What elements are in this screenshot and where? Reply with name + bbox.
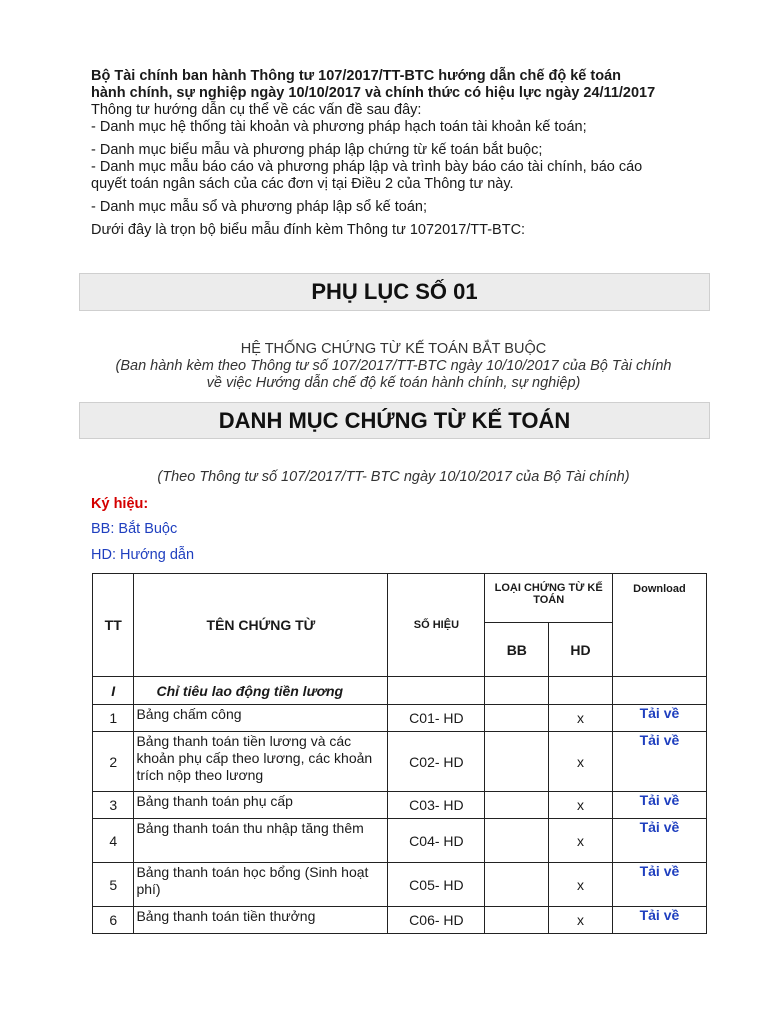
row-hd: x: [549, 792, 613, 819]
row-bb: [485, 863, 549, 907]
table-row: [93, 792, 707, 819]
section-name: Chỉ tiêu lao động tiền lương: [134, 677, 388, 705]
download-link[interactable]: Tải về: [612, 705, 706, 732]
download-link[interactable]: Tải về: [612, 863, 706, 907]
row-tt: 4: [93, 819, 134, 863]
intro-title-line2: hành chính, sự nghiệp ngày 10/10/2017 và chính thức có hiệu lực ngày 24/11/2017: [91, 85, 656, 101]
section-download: [612, 677, 706, 705]
legend-bb: BB: Bắt Buộc: [91, 521, 178, 537]
header-name: TÊN CHỨNG TỪ: [134, 574, 388, 677]
row-name: Bảng thanh toán tiền lương và các khoản phụ cấp theo lương, các khoản trích nộp theo lương: [134, 732, 388, 792]
row-hd: x: [549, 819, 613, 863]
section-hd: [549, 677, 613, 705]
row-tt: 1: [93, 705, 134, 732]
section-bb: [485, 677, 549, 705]
download-link[interactable]: Tải về: [612, 907, 706, 934]
row-name: Bảng thanh toán thu nhập tăng thêm: [134, 819, 388, 863]
intro-item-3-line1: - Danh mục mẫu báo cáo và phương pháp lập và trình bày báo cáo tài chính, báo cáo: [91, 159, 643, 175]
header-hd: HD: [549, 623, 613, 677]
legend-heading: Ký hiệu:: [91, 496, 149, 512]
row-name: Bảng thanh toán tiền thưởng: [134, 907, 388, 934]
header-type: LOẠI CHỨNG TỪ KẾ TOÁN: [485, 574, 612, 623]
intro-item-2: - Danh mục biểu mẫu và phương pháp lập chứng từ kế toán bắt buộc;: [91, 142, 543, 158]
download-link[interactable]: Tải về: [612, 819, 706, 863]
table-body: [93, 677, 707, 934]
intro-title-line1: Bộ Tài chính ban hành Thông tư 107/2017/TT-BTC hướng dẫn chế độ kế toán: [91, 68, 621, 84]
row-bb: [485, 732, 549, 792]
appendix-note: [79, 358, 708, 392]
document-table: [92, 573, 707, 934]
download-link[interactable]: Tải về: [612, 732, 706, 792]
intro-lead: Thông tư hướng dẫn cụ thể về các vấn đề sau đây:: [91, 102, 422, 118]
legend-hd: HD: Hướng dẫn: [91, 547, 195, 563]
row-bb: [485, 705, 549, 732]
row-hd: x: [549, 705, 613, 732]
section-code: [388, 677, 485, 705]
row-tt: 3: [93, 792, 134, 819]
intro-block: [91, 68, 711, 239]
catalog-title: DANH MỤC CHỨNG TỪ KẾ TOÁN: [79, 402, 710, 439]
row-code: C06- HD: [388, 907, 485, 934]
row-tt: 5: [93, 863, 134, 907]
row-code: C04- HD: [388, 819, 485, 863]
row-hd: x: [549, 907, 613, 934]
row-name: Bảng thanh toán học bổng (Sinh hoạt phí): [134, 863, 388, 907]
intro-closing: Dưới đây là trọn bộ biểu mẫu đính kèm Thông tư 1072017/TT-BTC:: [91, 222, 526, 238]
header-bb: BB: [485, 623, 549, 677]
table-row: [93, 732, 707, 792]
table-row: [93, 863, 707, 907]
row-code: C03- HD: [388, 792, 485, 819]
intro-item-1: - Danh mục hệ thống tài khoản và phương pháp hạch toán tài khoản kế toán;: [91, 119, 587, 135]
table-row: [93, 819, 707, 863]
row-name: Bảng thanh toán phụ cấp: [134, 792, 388, 819]
appendix-title: PHỤ LỤC SỐ 01: [79, 273, 710, 311]
section-row: [93, 677, 707, 705]
row-bb: [485, 792, 549, 819]
row-code: C01- HD: [388, 705, 485, 732]
header-download: Download: [612, 574, 706, 677]
header-code: SỐ HIỆU: [388, 574, 485, 677]
intro-item-4: - Danh mục mẫu sổ và phương pháp lập sổ kế toán;: [91, 199, 427, 215]
appendix-note-line2: về việc Hướng dẫn chế độ kế toán hành chính, sự nghiệp): [206, 375, 581, 391]
download-link[interactable]: Tải về: [612, 792, 706, 819]
row-code: C02- HD: [388, 732, 485, 792]
catalog-reference: (Theo Thông tư số 107/2017/TT- BTC ngày 10/10/2017 của Bộ Tài chính): [157, 469, 630, 485]
row-tt: 2: [93, 732, 134, 792]
appendix-subtitle: HỆ THỐNG CHỨNG TỪ KẾ TOÁN BẮT BUỘC: [240, 341, 547, 357]
table-row: [93, 705, 707, 732]
table-header-row: [93, 574, 707, 623]
row-bb: [485, 907, 549, 934]
table-row: [93, 907, 707, 934]
appendix-note-line1: (Ban hành kèm theo Thông tư số 107/2017/TT-BTC ngày 10/10/2017 của Bộ Tài chính: [115, 358, 672, 374]
row-bb: [485, 819, 549, 863]
row-code: C05- HD: [388, 863, 485, 907]
row-tt: 6: [93, 907, 134, 934]
row-hd: x: [549, 732, 613, 792]
intro-item-3-line2: quyết toán ngân sách của các đơn vị tại Điều 2 của Thông tư này.: [91, 176, 514, 192]
row-name: Bảng chấm công: [134, 705, 388, 732]
header-tt: TT: [93, 574, 134, 677]
section-tt: I: [93, 677, 134, 705]
row-hd: x: [549, 863, 613, 907]
